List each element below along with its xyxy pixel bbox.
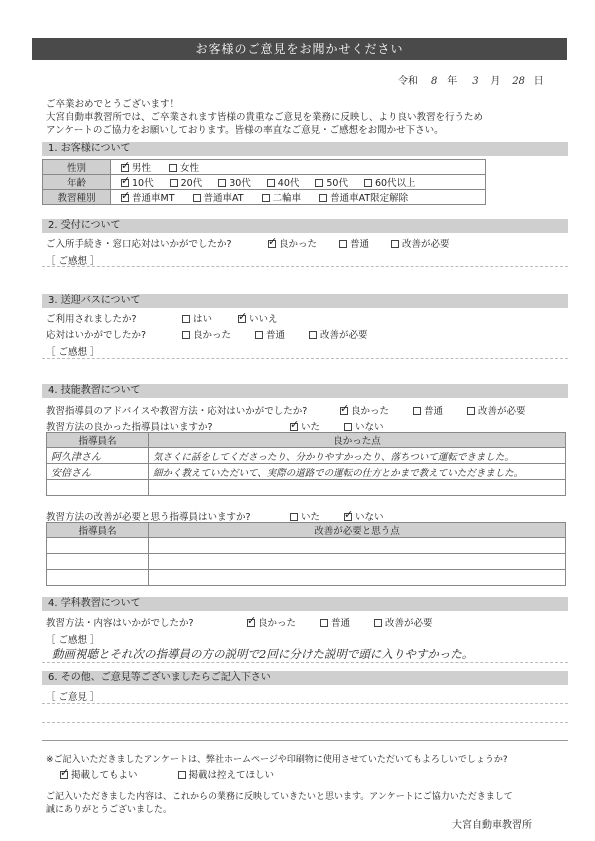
customer-row-label: 年齢 <box>43 175 111 190</box>
customer-row <box>43 190 486 205</box>
checkbox-icon[interactable] <box>467 407 475 415</box>
option-label: いた <box>301 422 321 433</box>
section-divider <box>42 740 568 741</box>
option-s4-opts1-1[interactable] <box>413 403 443 417</box>
driving-question-good-instructor: 教習方法の良かった指導員はいますか? <box>46 422 213 433</box>
option-label: 40代 <box>277 178 300 189</box>
option-s3-opts1-0[interactable] <box>182 311 212 325</box>
good-table-name-cell[interactable]: 阿久津さん <box>47 448 149 464</box>
checkbox-icon[interactable] <box>309 331 317 339</box>
checkbox-icon[interactable] <box>121 164 129 172</box>
option-label: 20代 <box>180 178 203 189</box>
checkbox-icon[interactable] <box>344 513 352 521</box>
classroom-comment-line <box>42 662 568 663</box>
consent-question: ※ご記入いただきましたアンケートは、弊社ホームページや印刷物に使用させていただいてもよろしいでしょうか? <box>46 755 508 765</box>
customer-row-options <box>111 190 486 205</box>
option-label: 良かった <box>193 330 232 341</box>
bad-table-header-points: 改善が必要と思う点 <box>149 523 566 538</box>
option-s3-opts2-2[interactable] <box>309 327 368 341</box>
option-label: 良かった <box>258 618 297 629</box>
option-label: 30代 <box>229 178 251 189</box>
customer-row-options <box>111 160 486 175</box>
reception-question: ご入所手続き・窓口応対はいかがでしたか? <box>46 239 232 250</box>
date-month-unit: 月 <box>490 76 501 87</box>
page-title: お客様のご意見をお聞かせください <box>32 38 567 60</box>
option-consent-opts-1[interactable] <box>178 767 275 781</box>
date-month-value[interactable]: 3 <box>472 76 479 87</box>
checkbox-icon[interactable] <box>267 179 275 187</box>
checkbox-icon[interactable] <box>169 164 177 172</box>
option-s1-row-2-2[interactable] <box>262 190 302 204</box>
other-comment-label: ［ ご意見 ］ <box>46 692 100 703</box>
option-label: 改善が必要 <box>320 330 368 341</box>
option-s4-opts3-1[interactable] <box>344 509 384 523</box>
date-era: 令和 <box>398 76 418 87</box>
option-s1-row-1-1[interactable] <box>170 175 203 189</box>
checkbox-icon[interactable] <box>170 179 178 187</box>
option-s4-opts1-2[interactable] <box>467 403 526 417</box>
option-label: 改善が必要 <box>385 618 433 629</box>
option-label: 普通車MT <box>132 193 175 204</box>
option-s1-row-0-0[interactable] <box>121 160 151 174</box>
checkbox-icon[interactable] <box>320 619 328 627</box>
bad-table-row <box>47 538 566 554</box>
bus-service-options <box>182 327 392 341</box>
date-year-unit: 年 <box>447 76 458 87</box>
other-comment-line-2[interactable] <box>42 722 568 723</box>
option-label: はい <box>193 314 213 325</box>
option-label: 50代 <box>326 178 348 189</box>
bus-comment-label: ［ ご感想 ］ <box>46 347 100 358</box>
good-table-points-cell[interactable]: 気さくに話をしてくださったり、分かりやすかったり、落ちついて運転できました。 <box>149 448 566 464</box>
checkbox-icon[interactable] <box>182 331 190 339</box>
closing-line-1: ご記入いただきました内容は、これからの業務に反映していきたいと思います。アンケートにご協力いただきまして <box>46 792 513 802</box>
option-s2-opts-1[interactable] <box>339 236 369 250</box>
bad-table-points-cell[interactable] <box>149 554 566 570</box>
bus-comment-line[interactable] <box>42 358 568 359</box>
checkbox-icon[interactable] <box>339 240 347 248</box>
driving-bad-instructor-options <box>290 509 408 523</box>
checkbox-icon[interactable] <box>340 407 348 415</box>
option-label: 改善が必要 <box>478 406 526 417</box>
option-label: 男性 <box>132 163 152 174</box>
option-label: 掲載は控えてほしい <box>188 770 275 781</box>
good-table-row <box>47 448 566 464</box>
checkbox-icon[interactable] <box>391 240 399 248</box>
option-s3-opts2-0[interactable] <box>182 327 231 341</box>
other-comment-line-1[interactable] <box>42 703 568 704</box>
checkbox-icon[interactable] <box>364 179 372 187</box>
option-s4-opts2-1[interactable] <box>344 419 384 433</box>
customer-row <box>43 160 486 175</box>
option-label: 良かった <box>279 239 318 250</box>
option-label: 掲載してもよい <box>71 770 138 781</box>
option-label: いない <box>355 422 384 433</box>
checkbox-icon[interactable] <box>319 194 327 202</box>
option-s1-row-1-3[interactable] <box>267 175 300 189</box>
section-other-header: 6. その他、ご意見等ございましたらご記入下さい <box>42 671 568 685</box>
option-label: 普通車AT限定解除 <box>330 193 409 204</box>
option-s5-opts-0[interactable] <box>247 615 296 629</box>
customer-row <box>43 175 486 190</box>
checkbox-icon[interactable] <box>344 423 352 431</box>
bad-table-points-cell[interactable] <box>149 570 566 586</box>
option-label: 良かった <box>351 406 390 417</box>
date-year-value[interactable]: 8 <box>431 76 438 87</box>
option-s1-row-1-2[interactable] <box>218 175 251 189</box>
bad-table-name-cell[interactable] <box>47 570 149 586</box>
option-s4-opts1-0[interactable] <box>340 403 389 417</box>
checkbox-icon[interactable] <box>193 194 201 202</box>
checkbox-icon[interactable] <box>413 407 421 415</box>
option-label: いいえ <box>249 314 278 325</box>
option-s2-opts-0[interactable] <box>268 236 317 250</box>
closing-text <box>46 791 576 817</box>
checkbox-icon[interactable] <box>121 194 129 202</box>
customer-row-label: 性別 <box>43 160 111 175</box>
option-label: 普通車AT <box>203 193 244 204</box>
driving-question-bad-instructor: 教習方法の改善が必要と思う指導員はいますか? <box>46 512 251 523</box>
intro-line-2: 大宮自動車教習所では、ご卒業されます皆様の貴重なご意見を業務に反映し、より良い教習を行うため <box>46 112 484 123</box>
option-s1-row-2-3[interactable] <box>319 190 408 204</box>
good-table-name-cell[interactable] <box>47 480 149 496</box>
option-label: 普通 <box>266 330 286 341</box>
classroom-question: 教習方法・内容はいかがでしたか? <box>46 618 194 629</box>
option-s1-row-1-4[interactable] <box>315 175 348 189</box>
checkbox-icon[interactable] <box>315 179 323 187</box>
checkbox-icon[interactable] <box>374 619 382 627</box>
bad-table-name-cell[interactable] <box>47 538 149 554</box>
date-day-value[interactable]: 28 <box>512 76 525 87</box>
section-reception-header: 2. 受付について <box>42 219 568 233</box>
option-s3-opts2-1[interactable] <box>255 327 285 341</box>
option-s2-opts-2[interactable] <box>391 236 450 250</box>
option-label: 10代 <box>132 178 154 189</box>
date-field <box>398 72 568 87</box>
intro-line-1: ご卒業おめでとうございます！ <box>46 99 180 110</box>
bus-question-service: 応対はいかがでしたか? <box>46 330 147 341</box>
intro-line-3: アンケートのご協力をお願いしております。皆様の率直なご意見・ご感想をお聞かせ下さい。 <box>46 125 444 136</box>
option-label: 普通 <box>331 618 351 629</box>
option-label: 女性 <box>180 163 200 174</box>
option-label: 普通 <box>350 239 370 250</box>
closing-line-2: 誠にありがとうございました。 <box>46 805 173 815</box>
option-s1-row-1-0[interactable] <box>121 175 154 189</box>
good-table-name-cell[interactable]: 安倍さん <box>47 464 149 480</box>
option-label: 二輪車 <box>272 193 302 204</box>
checkbox-icon[interactable] <box>290 513 298 521</box>
bad-table-name-cell[interactable] <box>47 554 149 570</box>
customer-row-label: 教習種別 <box>43 190 111 205</box>
checkbox-icon[interactable] <box>182 315 190 323</box>
consent-options <box>60 767 314 781</box>
checkbox-icon[interactable] <box>60 771 68 779</box>
checkbox-icon[interactable] <box>290 423 298 431</box>
option-s4-opts3-0[interactable] <box>290 509 320 523</box>
checkbox-icon[interactable] <box>262 194 270 202</box>
bad-instructor-table <box>46 522 566 586</box>
checkbox-icon[interactable] <box>247 619 255 627</box>
driving-advice-options <box>340 403 550 417</box>
option-label: 普通 <box>424 406 444 417</box>
date-day-unit: 日 <box>533 76 544 87</box>
section-customer-header: 1. お客様について <box>42 142 568 156</box>
option-label: いた <box>301 512 321 523</box>
good-table-row <box>47 464 566 480</box>
good-table-row <box>47 480 566 496</box>
option-label: 改善が必要 <box>402 239 450 250</box>
bad-table-points-cell[interactable] <box>149 538 566 554</box>
classroom-options <box>247 615 457 629</box>
option-s5-opts-1[interactable] <box>320 615 350 629</box>
option-label: 60代以上 <box>374 178 416 189</box>
option-s1-row-2-0[interactable] <box>121 190 175 204</box>
good-instructor-table <box>46 432 566 496</box>
reception-comment-label: ［ ご感想 ］ <box>46 256 100 267</box>
driving-good-instructor-options <box>290 419 408 433</box>
option-label: いない <box>355 512 384 523</box>
intro-text <box>46 98 566 137</box>
customer-info-table <box>42 159 486 205</box>
option-s1-row-0-1[interactable] <box>169 160 199 174</box>
section-bus-header: 3. 送迎バスについて <box>42 294 568 308</box>
option-s3-opts1-1[interactable] <box>238 311 278 325</box>
good-table-points-cell[interactable] <box>149 480 566 496</box>
option-s4-opts2-0[interactable] <box>290 419 320 433</box>
checkbox-icon[interactable] <box>121 179 129 187</box>
section-classroom-header: 4. 学科教習について <box>42 597 568 611</box>
option-s1-row-1-5[interactable] <box>364 175 416 189</box>
classroom-comment-text[interactable]: 動画視聴とそれ次の指導員の方の説明で2回に分けた説明で頭に入りやすかった。 <box>52 647 474 661</box>
driving-question-advice: 教習指導員のアドバイスや教習方法・応対はいかがでしたか? <box>46 406 308 417</box>
checkbox-icon[interactable] <box>218 179 226 187</box>
good-table-header-points: 良かった点 <box>149 433 566 448</box>
checkbox-icon[interactable] <box>268 240 276 248</box>
option-consent-opts-0[interactable] <box>60 767 138 781</box>
customer-row-options <box>111 175 486 190</box>
section-driving-header: 4. 技能教習について <box>42 384 568 398</box>
bad-table-header-name: 指導員名 <box>47 523 149 538</box>
classroom-comment-label: ［ ご感想 ］ <box>46 635 100 646</box>
bad-table-row <box>47 570 566 586</box>
checkbox-icon[interactable] <box>255 331 263 339</box>
reception-comment-line[interactable] <box>42 266 568 267</box>
checkbox-icon[interactable] <box>238 315 246 323</box>
bus-use-options <box>182 311 304 325</box>
reception-options <box>268 236 472 250</box>
good-table-points-cell[interactable]: 細かく教えていただいて、実際の道路での運転の仕方とかまで教えていただきました。 <box>149 464 566 480</box>
signature: 大宮自動車教習所 <box>452 820 532 831</box>
checkbox-icon[interactable] <box>178 771 186 779</box>
bus-question-use: ご利用されましたか? <box>46 314 137 325</box>
option-s1-row-2-1[interactable] <box>193 190 244 204</box>
good-table-header-name: 指導員名 <box>47 433 149 448</box>
bad-table-row <box>47 554 566 570</box>
option-s5-opts-2[interactable] <box>374 615 433 629</box>
